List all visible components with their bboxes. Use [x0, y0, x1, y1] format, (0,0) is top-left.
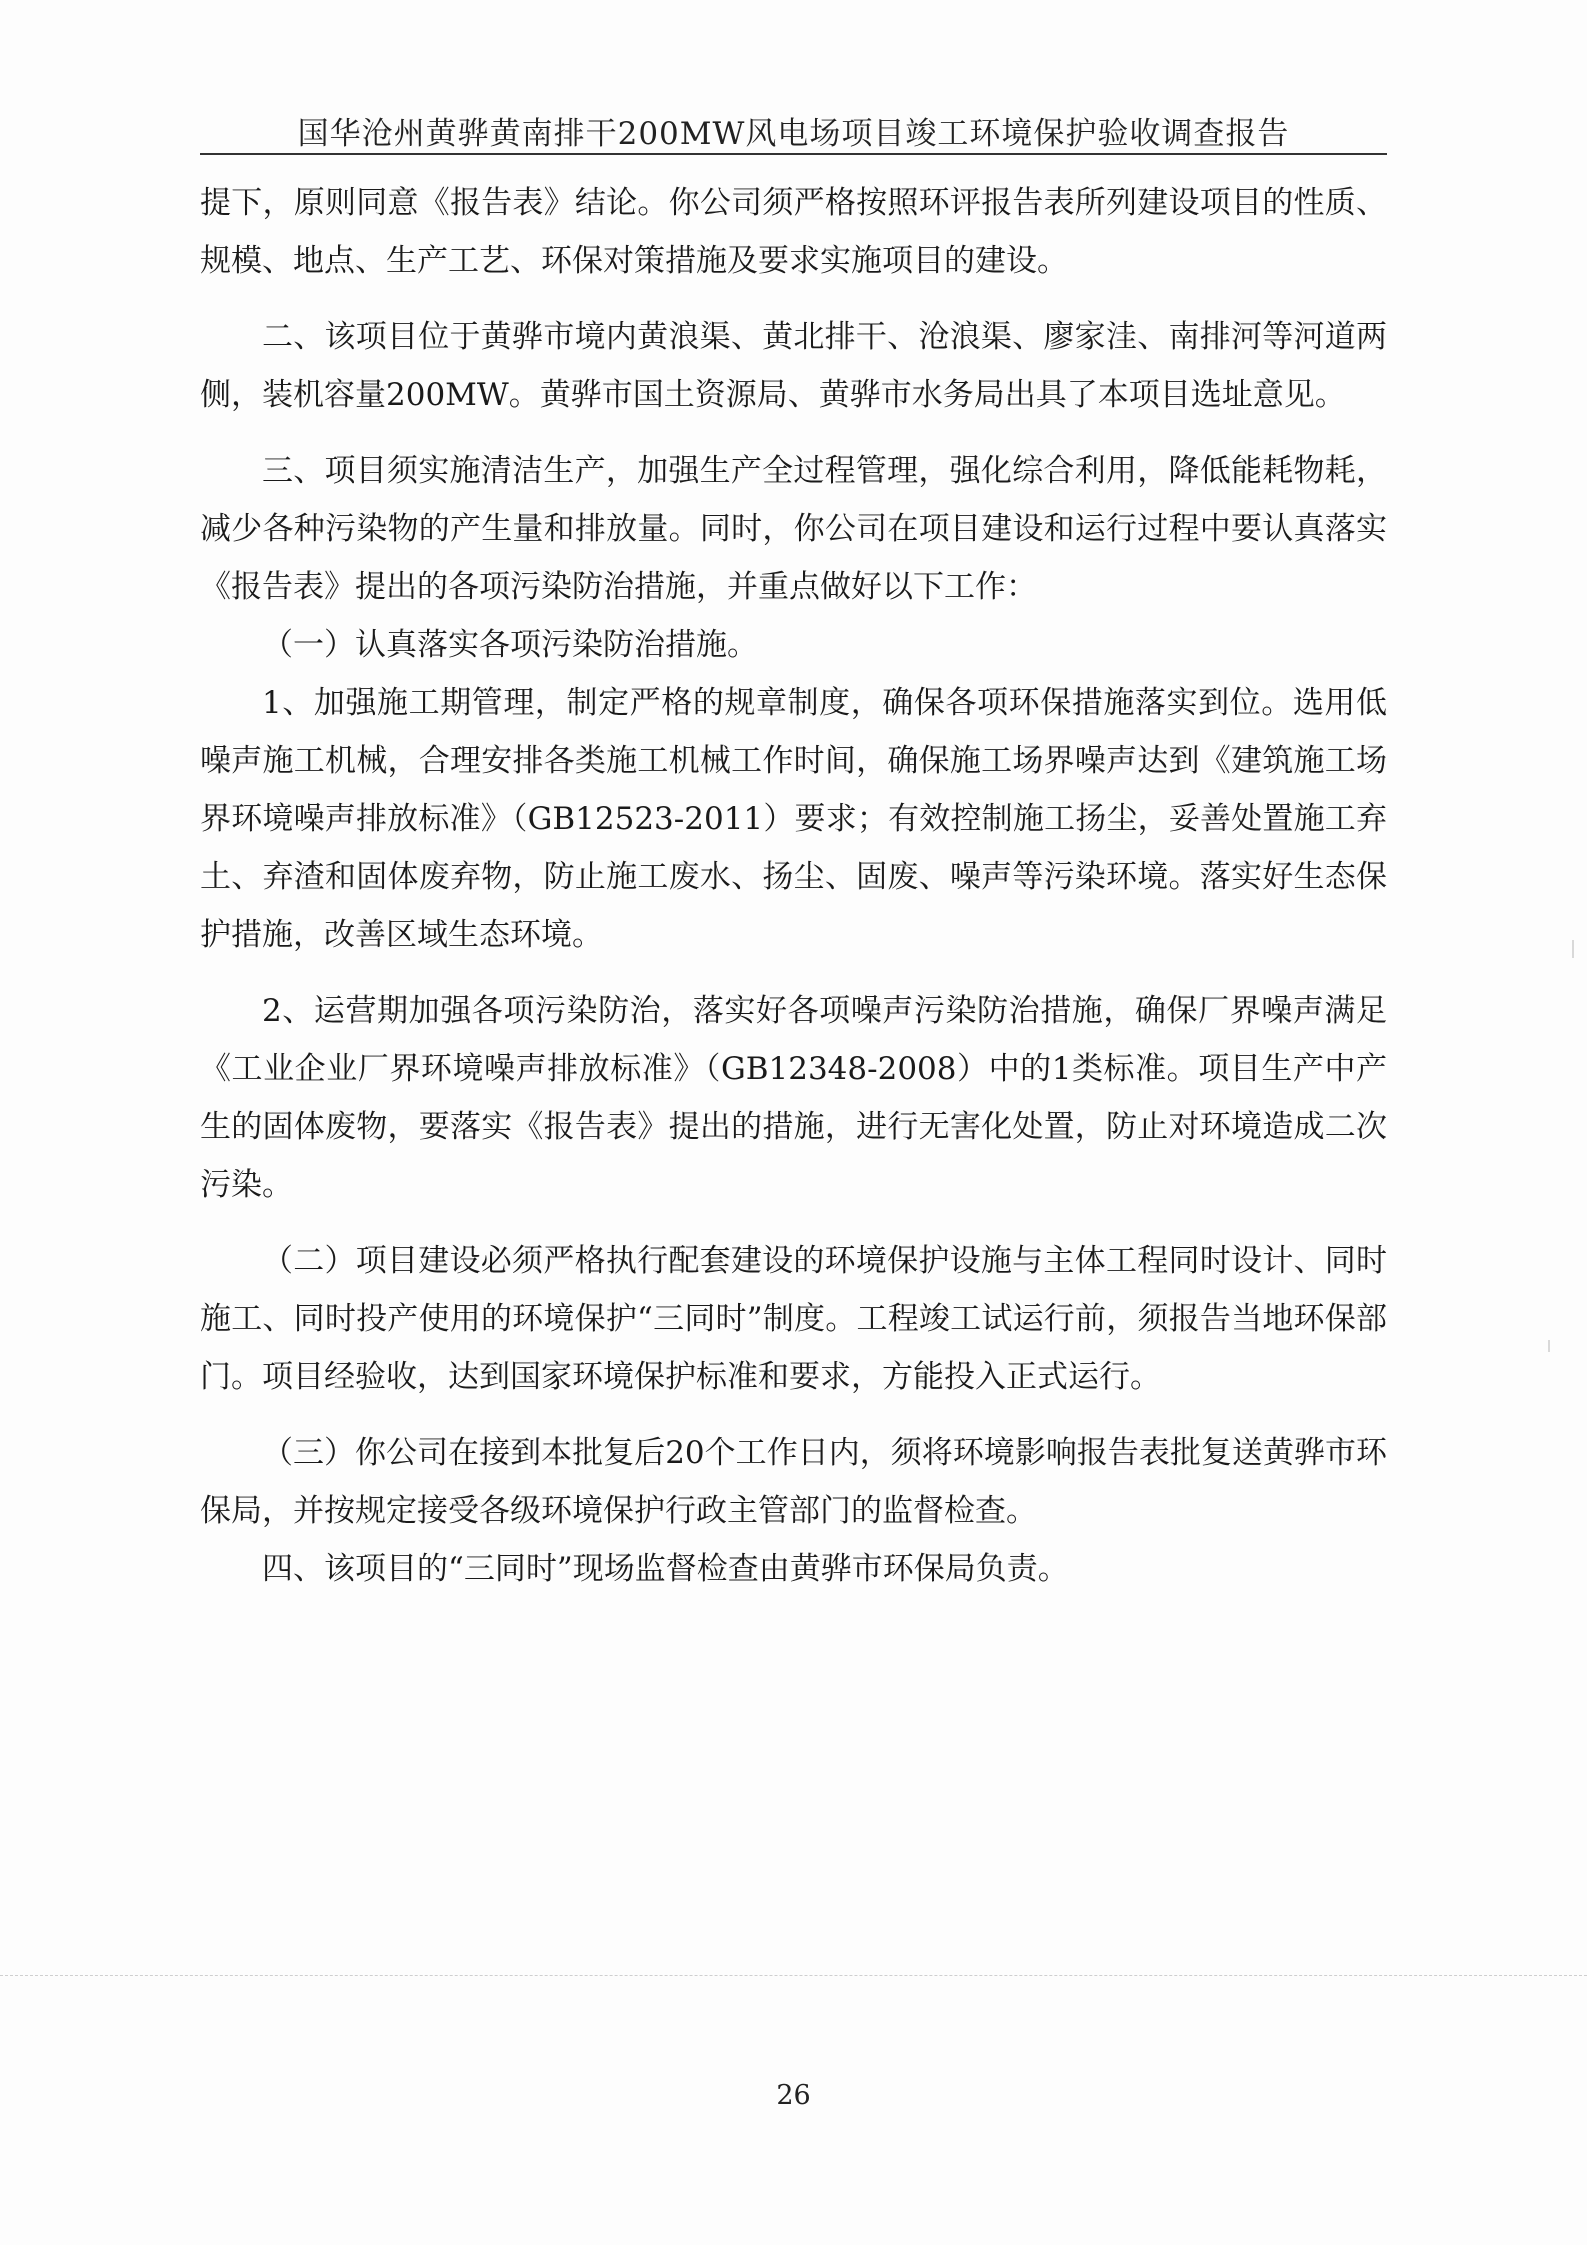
paragraph-subitem-one: （一）认真落实各项污染防治措施。 [262, 627, 758, 663]
document-body [200, 174, 1387, 1598]
paragraph-subitem-two: （二）项目建设必须严格执行配套建设的环境保护设施与主体工程同时设计、同时施工、同时投产使用的环境保护“三同时”制度。工程竣工试运行前，须报告当地环保部门。项目经验收，达到国家环境保护标准和要求，方能投入正式运行。 [200, 1243, 1387, 1395]
paragraph-item-two: 二、该项目位于黄骅市境内黄浪渠、黄北排干、沧浪渠、廖家洼、南排河等河道两侧，装机容量200MW。黄骅市国土资源局、黄骅市水务局出具了本项目选址意见。 [200, 319, 1387, 413]
scan-artifact [1548, 1340, 1550, 1352]
paragraph-continuation: 提下，原则同意《报告表》结论。你公司须严格按照环评报告表所列建设项目的性质、规模、地点、生产工艺、环保对策措施及要求实施项目的建设。 [200, 185, 1387, 279]
paragraph-item-four: 四、该项目的“三同时”现场监督检查由黄骅市环保局负责。 [262, 1551, 1069, 1587]
paragraph-item-three: 三、项目须实施清洁生产，加强生产全过程管理，强化综合利用，降低能耗物耗，减少各种污染物的产生量和排放量。同时，你公司在项目建设和运行过程中要认真落实《报告表》提出的各项污染防治措施，并重点做好以下工作： [200, 453, 1387, 605]
header-divider [200, 153, 1387, 155]
paragraph-construction-period: 1、加强施工期管理，制定严格的规章制度，确保各项环保措施落实到位。选用低噪声施工机械，合理安排各类施工机械工作时间，确保施工场界噪声达到《建筑施工场界环境噪声排放标准》（GB12523-2011）要求；有效控制施工扬尘，妥善处置施工弃土、弃渣和固体废弃物，防止施工废水、扬尘、固废、噪声等污染环境。落实好生态保护措施，改善区域生态环境。 [200, 685, 1387, 953]
scan-fold-line [0, 1975, 1587, 1976]
running-header-title: 国华沧州黄骅黄南排干200MW风电场项目竣工环境保护验收调查报告 [297, 116, 1290, 152]
scan-artifact [1572, 940, 1574, 958]
paragraph-subitem-three: （三）你公司在接到本批复后20个工作日内，须将环境影响报告表批复送黄骅市环保局，并按规定接受各级环境保护行政主管部门的监督检查。 [200, 1435, 1387, 1529]
page-number: 26 [776, 2080, 811, 2111]
paragraph-operation-period: 2、运营期加强各项污染防治，落实好各项噪声污染防治措施，确保厂界噪声满足《工业企业厂界环境噪声排放标准》（GB12348-2008）中的1类标准。项目生产中产生的固体废物，要落实《报告表》提出的措施，进行无害化处置，防止对环境造成二次污染。 [200, 993, 1387, 1203]
